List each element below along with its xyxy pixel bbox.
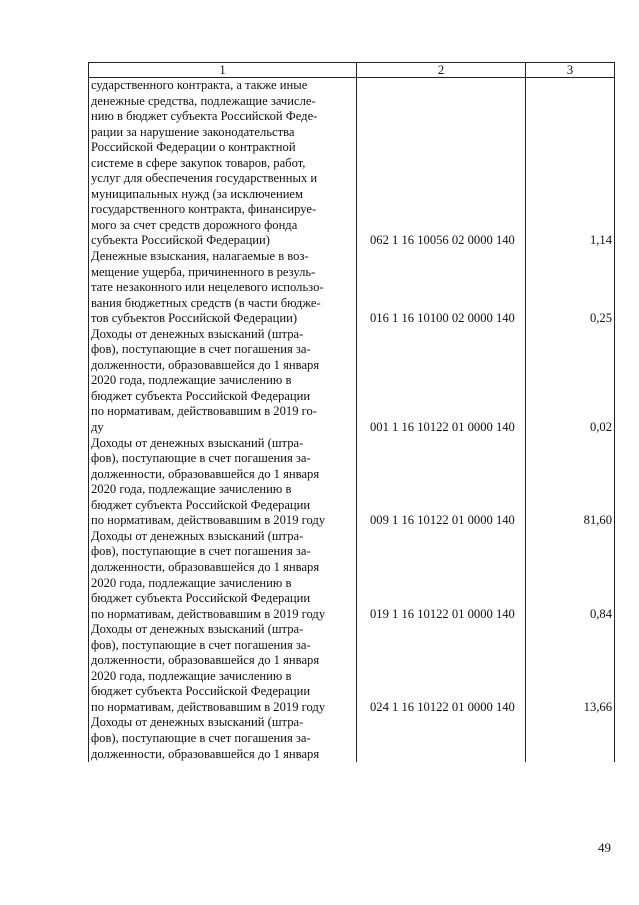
description-line: бюджет субъекта Российской Федерации <box>91 684 311 699</box>
description-line: субъекта Российской Федерации) <box>91 233 270 248</box>
budget-classification-code: 024 1 16 10122 01 0000 140 <box>357 622 526 715</box>
budget-classification-code <box>357 715 526 762</box>
description-line: долженности, образовавшейся до 1 января <box>91 357 320 372</box>
amount-value: 81,60 <box>526 436 615 529</box>
description-line: мого за счет средств дорожного фонда <box>91 217 298 232</box>
amount-value: 1,14 <box>526 78 615 250</box>
budget-classification-code: 016 1 16 10100 02 0000 140 <box>357 249 526 327</box>
description-line: фов), поступающие в счет погашения за- <box>91 544 311 559</box>
description-line: долженности, образовавшейся до 1 января <box>91 746 320 761</box>
table-row <box>89 622 615 715</box>
table-row <box>89 715 615 762</box>
amount-value: 0,25 <box>526 249 615 327</box>
description-line: рации за нарушение законодательства <box>91 124 295 139</box>
budget-classification-code: 001 1 16 10122 01 0000 140 <box>357 327 526 436</box>
description-line: фов), поступающие в счет погашения за- <box>91 451 311 466</box>
budget-classification-code: 019 1 16 10122 01 0000 140 <box>357 529 526 622</box>
description-line: денежные средства, подлежащие зачисле- <box>91 93 316 108</box>
table-header-row <box>89 63 615 78</box>
description-line: нию в бюджет субъекта Российской Феде- <box>91 109 318 124</box>
revenue-description <box>89 529 357 622</box>
budget-classification-code: 009 1 16 10122 01 0000 140 <box>357 436 526 529</box>
description-line: 2020 года, подлежащие зачислению в <box>91 575 292 590</box>
description-line: Доходы от денежных взысканий (штра- <box>91 326 304 341</box>
description-line: долженности, образовавшейся до 1 января <box>91 466 320 481</box>
column-header-3: 3 <box>526 63 615 78</box>
page-number: 49 <box>598 840 611 855</box>
description-line: по нормативам, действовавшим в 2019 го- <box>91 404 317 419</box>
description-line: вания бюджетных средств (в части бюдже- <box>91 295 321 310</box>
column-header-1: 1 <box>89 63 357 78</box>
description-line: тате незаконного или нецелевого использо- <box>91 280 324 295</box>
description-line: Доходы от денежных взысканий (штра- <box>91 435 304 450</box>
amount-value: 0,02 <box>526 327 615 436</box>
revenue-description <box>89 78 357 250</box>
description-line: бюджет субъекта Российской Федерации <box>91 388 311 403</box>
table-row <box>89 327 615 436</box>
description-line: фов), поступающие в счет погашения за- <box>91 342 311 357</box>
description-line: по нормативам, действовавшим в 2019 году <box>91 606 326 621</box>
description-line: мещение ущерба, причиненного в резуль- <box>91 264 316 279</box>
revenue-description <box>89 715 357 762</box>
description-line: фов), поступающие в счет погашения за- <box>91 730 311 745</box>
revenue-description <box>89 622 357 715</box>
description-line: Доходы от денежных взысканий (штра- <box>91 528 304 543</box>
description-line: по нормативам, действовавшим в 2019 году <box>91 513 326 528</box>
description-line: 2020 года, подлежащие зачислению в <box>91 373 292 388</box>
description-line: долженности, образовавшейся до 1 января <box>91 559 320 574</box>
table-row <box>89 436 615 529</box>
description-line: по нормативам, действовавшим в 2019 году <box>91 699 326 714</box>
description-line: бюджет субъекта Российской Федерации <box>91 497 311 512</box>
table-row <box>89 249 615 327</box>
description-line: Доходы от денежных взысканий (штра- <box>91 622 304 637</box>
column-header-2: 2 <box>357 63 526 78</box>
description-line: муниципальных нужд (за исключением <box>91 186 303 201</box>
revenue-table <box>88 62 615 762</box>
amount-value: 0,84 <box>526 529 615 622</box>
description-line: бюджет субъекта Российской Федерации <box>91 591 311 606</box>
description-line: Денежные взыскания, налагаемые в воз- <box>91 249 309 264</box>
description-line: 2020 года, подлежащие зачислению в <box>91 668 292 683</box>
revenue-description <box>89 249 357 327</box>
description-line: услуг для обеспечения государственных и <box>91 171 318 186</box>
description-line: Российской Федерации о контрактной <box>91 140 296 155</box>
amount-value <box>526 715 615 762</box>
description-line: фов), поступающие в счет погашения за- <box>91 637 311 652</box>
table-row <box>89 78 615 250</box>
revenue-description <box>89 327 357 436</box>
description-line: государственного контракта, финансируе- <box>91 202 317 217</box>
description-line: 2020 года, подлежащие зачислению в <box>91 482 292 497</box>
description-line: тов субъектов Российской Федерации) <box>91 311 298 326</box>
description-line: долженности, образовавшейся до 1 января <box>91 653 320 668</box>
description-line: сударственного контракта, а также иные <box>91 78 308 92</box>
document-sheet <box>88 62 614 762</box>
amount-value: 13,66 <box>526 622 615 715</box>
description-line: системе в сфере закупок товаров, работ, <box>91 155 306 170</box>
description-line: Доходы от денежных взысканий (штра- <box>91 715 304 730</box>
revenue-description <box>89 436 357 529</box>
budget-classification-code: 062 1 16 10056 02 0000 140 <box>357 78 526 250</box>
description-line: ду <box>91 420 104 435</box>
table-row <box>89 529 615 622</box>
